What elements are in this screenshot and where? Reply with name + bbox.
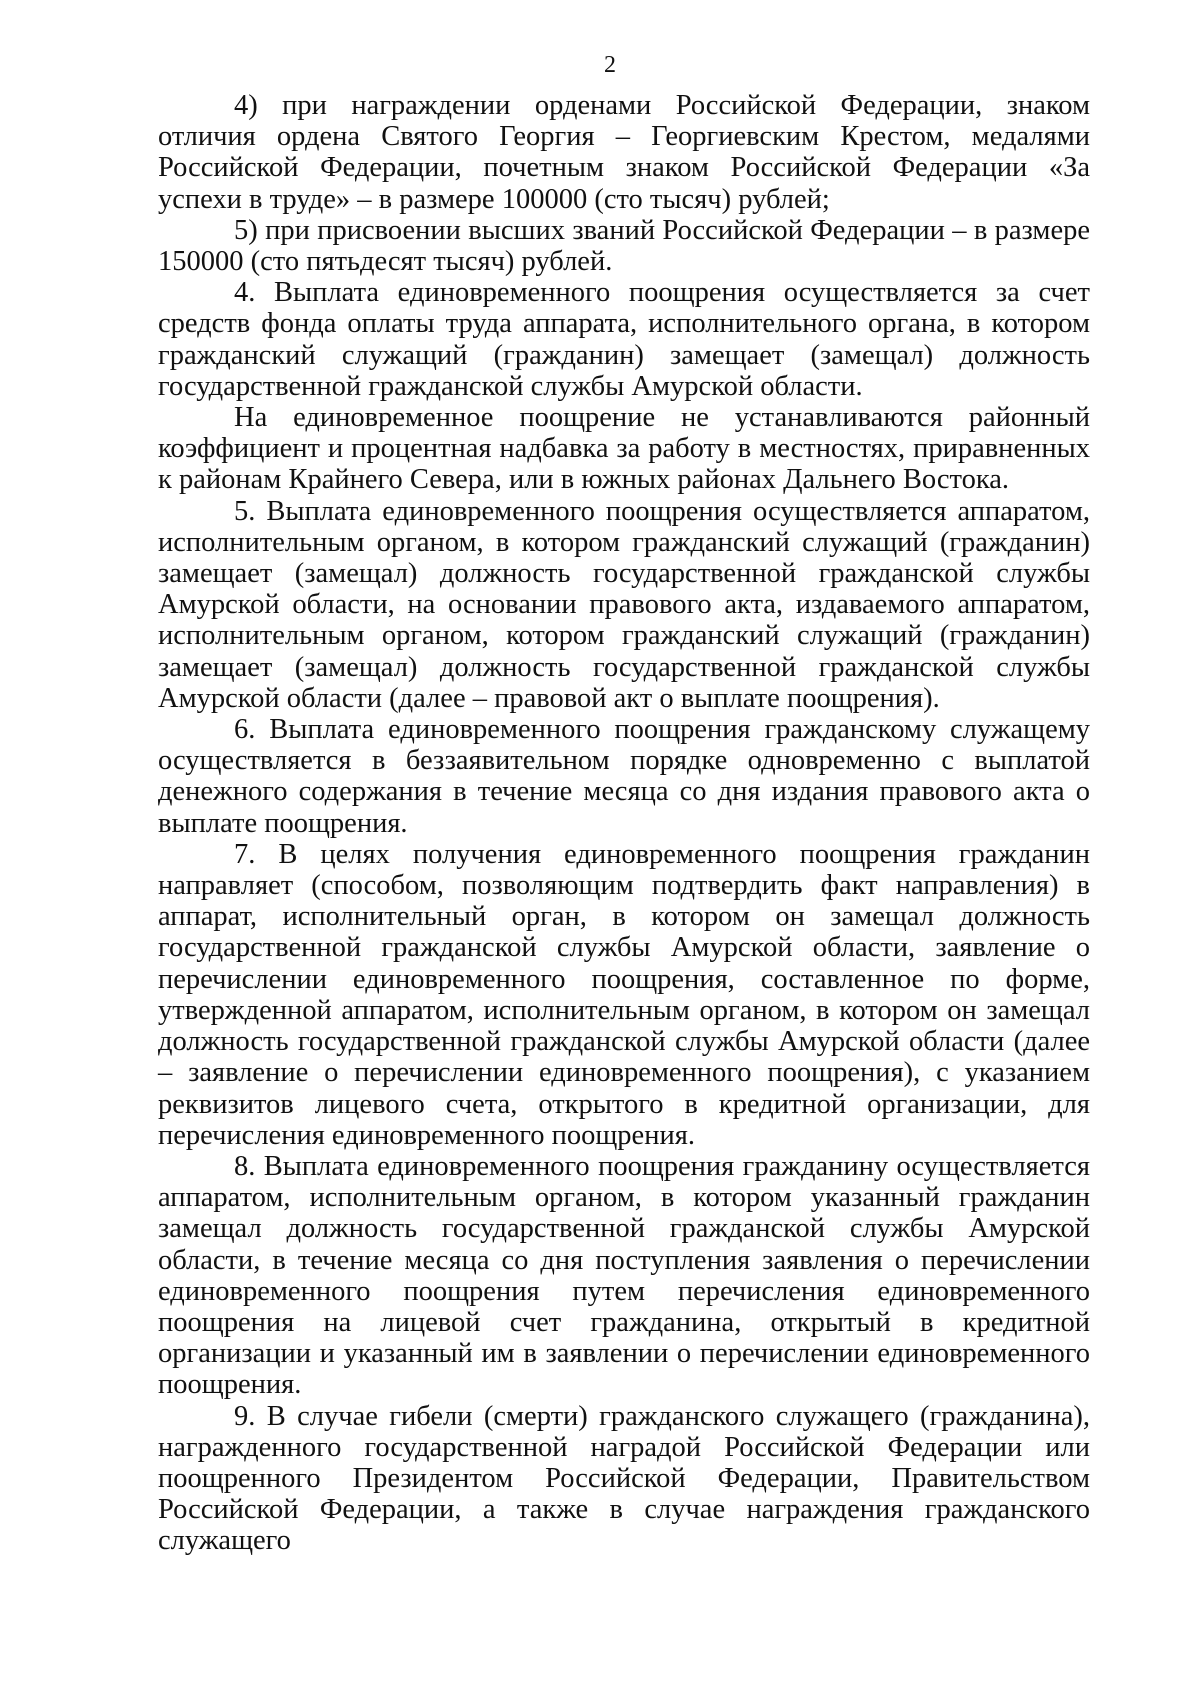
paragraph-regional-coefficient: На единовременное поощрение не устанавливаются районный коэффициент и процентная надбавка за работу в местностях, приравненных к районам Крайнего Севера, или в южных районах Дальнего Востока. bbox=[158, 402, 1090, 496]
paragraph-item-4-orders: 4) при награждении орденами Российской Федерации, знаком отличия ордена Святого Георгия – Георгиевским Крестом, медалями Российской Федерации, почетным знаком Российской Федерации «За успехи в труде» – в размере 100000 (сто тысяч) рублей; bbox=[158, 90, 1090, 215]
paragraph-9-death-case: 9. В случае гибели (смерти) гражданского служащего (гражданина), награжденного государственной наградой Российской Федерации или поощренного Президентом Российской Федерации, Правительством Российской Федерации, а также в случае награждения гражданского служащего bbox=[158, 1400, 1090, 1557]
paragraph-7-application: 7. В целях получения единовременного поощрения гражданин направляет (способом, позволяющим подтвердить факт направления) в аппарат, исполнительный орган, в котором он замещал должность государственной гражданской службы Амурской области, заявление о перечислении единовременного поощрения, составленное по форме, утвержденной аппаратом, исполнительным органом, в котором он замещал должность государственной гражданской службы Амурской области (далее – заявление о перечислении единовременного поощрения), с указанием реквизитов лицевого счета, открытого в кредитной организации, для перечисления единовременного поощрения. bbox=[158, 838, 1090, 1151]
paragraph-5-payment-basis: 5. Выплата единовременного поощрения осуществляется аппаратом, исполнительным органом, в котором гражданский служащий (гражданин) замещает (замещал) должность государственной гражданской службы Амурской области, на основании правового акта, издаваемого аппаратом, исполнительным органом, котором гражданский служащий (гражданин) замещает (замещал) должность государственной гражданской службы Амурской области (далее – правовой акт о выплате поощрения). bbox=[158, 495, 1090, 714]
paragraph-4-funding: 4. Выплата единовременного поощрения осуществляется за счет средств фонда оплаты труда аппарата, исполнительного органа, в котором гражданский служащий (гражданин) замещает (замещал) должность государственной гражданской службы Амурской области. bbox=[158, 277, 1090, 402]
paragraph-8-transfer: 8. Выплата единовременного поощрения гражданину осуществляется аппаратом, исполнительным органом, в котором указанный гражданин замещал должность государственной гражданской службы Амурской области, в течение месяца со дня поступления заявления о перечислении единовременного поощрения путем перечисления единовременного поощрения на лицевой счет гражданина, открытый в кредитной организации и указанный им в заявлении о перечислении единовременного поощрения. bbox=[158, 1150, 1090, 1401]
paragraph-6-payment-timing: 6. Выплата единовременного поощрения гражданскому служащему осуществляется в беззаявительном порядке одновременно с выплатой денежного содержания в течение месяца со дня издания правового акта о выплате поощрения. bbox=[158, 714, 1090, 839]
page-number: 2 bbox=[604, 52, 616, 78]
document-body bbox=[158, 90, 1090, 1557]
paragraph-item-5-titles: 5) при присвоении высших званий Российской Федерации – в размере 150000 (сто пятьдесят тысяч) рублей. bbox=[158, 214, 1090, 278]
